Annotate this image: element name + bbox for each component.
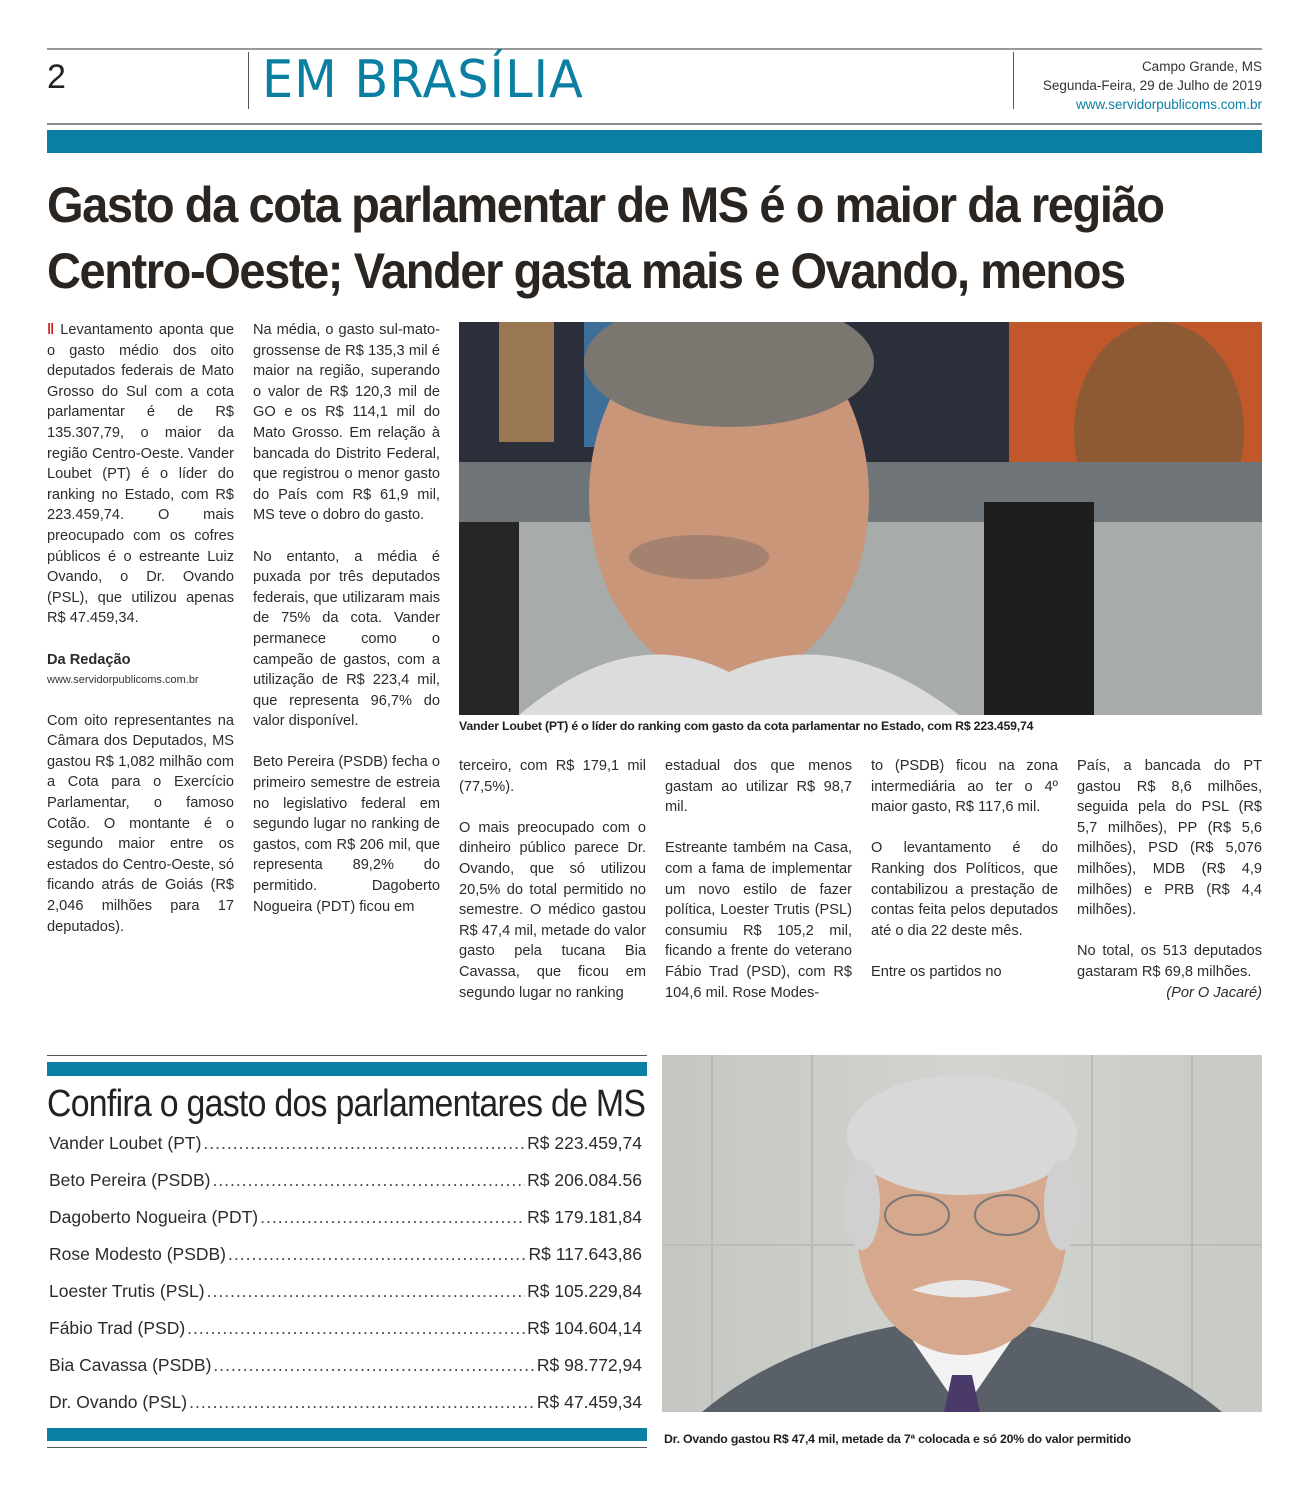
article-paragraph: Na média, o gasto sul-mato-grossense de R$ 135,3 mil é maior na região, superando o valor de R$ 120,3 mil de GO e os R$ 114,1 mil do Mato Grosso. Em relação à bancada do Distrito Federal, que registrou o menor gasto do País com R$ 61,9 mil, MS teve o dobro do gasto. (253, 322, 440, 524)
article-paragraph: Estreante também na Casa, com a fama de implementar um novo estilo de fazer política, Loester Trutis (PSL) consumiu R$ 105,2 mil, ficando a frente do veterano Fábio Trad (PSD), com R$ 104,6 mil. Rose Modes- (665, 840, 852, 1001)
deputy-spending: R$ 47.459,34 (536, 1392, 642, 1412)
masthead-divider (1013, 52, 1014, 109)
box-bottom-band (47, 1428, 647, 1441)
byline-name: Da Redação (47, 651, 131, 668)
photo-dr-ovando (662, 1055, 1262, 1412)
spending-box-title: Confira o gasto dos parlamentares de MS (47, 1083, 646, 1125)
masthead-divider (248, 52, 249, 109)
deputy-spending: R$ 98.772,94 (536, 1355, 642, 1375)
masthead-meta (1043, 57, 1262, 114)
deputy-spending: R$ 105.229,84 (527, 1281, 642, 1301)
photo-caption-dr-ovando: Dr. Ovando gastou R$ 47,4 mil, metade da 7ª colocada e só 20% do valor permitido (664, 1432, 1131, 1446)
masthead-color-band (47, 130, 1262, 153)
spending-list (49, 1133, 642, 1429)
article-paragraph: O levantamento é do Ranking dos Políticos, que contabilizou a prestação de contas feita pelos deputados até o dia 22 deste mês. (871, 840, 1058, 939)
byline-url[interactable]: www.servidorpublicoms.com.br (47, 674, 199, 687)
article-lead (47, 320, 234, 629)
article-column-4 (665, 756, 852, 1003)
dot-leader (207, 1281, 526, 1302)
photo-vander-loubet-illustration (459, 322, 1262, 715)
dot-leader (213, 1355, 534, 1376)
masthead-bottom-rule (47, 123, 1262, 125)
article-paragraph: Beto Pereira (PSDB) fecha o primeiro semestre de estreia no legislativo federal em segundo lugar no ranking de gastos, com R$ 206 mil, que representa 89,2% do permitido. Dagoberto Nogueira (PDT) ficou em (253, 754, 440, 915)
article-paragraph: estadual dos que menos gastam ao utilizar R$ 98,7 mil. (665, 758, 852, 816)
spending-row (49, 1207, 642, 1244)
dot-leader (203, 1133, 525, 1154)
article-lead-text: Levantamento aponta que o gasto médio dos oito deputados federais de Mato Grosso do Sul com a cota parlamentar é de R$ 135.307,79, o maior da região Centro-Oeste. Vander Loubet (PT) é o líder do ranking no Estado, com R$ 223.459,74. O mais preocupado com os cofres públicos é o estreante Luiz Ovando, o Dr. Ovando (PSL), que utilizou apenas R$ 47.459,34. (47, 322, 234, 627)
section-title: EM BRASÍLIA (262, 50, 584, 110)
deputy-spending: R$ 117.643,86 (528, 1244, 642, 1264)
deputy-name: Dagoberto Nogueira (PDT) (49, 1207, 259, 1227)
masthead-city: Campo Grande, MS (1141, 59, 1262, 74)
box-bottom-rule (47, 1447, 647, 1448)
deputy-spending: R$ 104.604,14 (527, 1318, 642, 1338)
spending-row (49, 1318, 642, 1355)
article-paragraph: Entre os partidos no (871, 963, 1002, 980)
article-paragraph: Com oito representantes na Câmara dos Deputados, MS gastou R$ 1,082 milhão com a Cota para o Exercício Parlamentar, o famoso Cotão. O montante é o segundo maior entre os estados do Centro-Oeste, só ficando atrás de Goiás (R$ 2,046 milhões para 17 deputados). (47, 712, 234, 935)
masthead-website-link[interactable]: www.servidorpublicoms.com.br (1075, 97, 1262, 112)
dot-leader (228, 1244, 526, 1265)
deputy-name: Vander Loubet (PT) (49, 1133, 202, 1153)
deputy-name: Loester Trutis (PSL) (49, 1281, 205, 1301)
article-column-5 (871, 756, 1058, 983)
photo-dr-ovando-illustration (662, 1055, 1262, 1412)
spending-row (49, 1392, 642, 1429)
spending-row (49, 1133, 642, 1170)
deputy-name: Rose Modesto (PSDB) (49, 1244, 227, 1264)
dot-leader (187, 1318, 525, 1339)
deputy-spending: R$ 206.084.56 (527, 1170, 642, 1190)
box-top-rule (47, 1055, 647, 1056)
article-headline: Gasto da cota parlamentar de MS é o maior da região Centro-Oeste; Vander gasta mais e Ovando, menos (47, 177, 1164, 299)
article-column-3 (459, 756, 646, 1003)
article-paragraph: No entanto, a média é puxada por três deputados federais, que utilizaram mais de 75% da cota. Vander permanece como o campeão de gastos, com a utilização de R$ 223,4 mil, que representa 96,7% do valor disponível. (253, 548, 440, 730)
article-column-2 (253, 320, 440, 917)
dot-leader (212, 1170, 525, 1191)
lead-marker: ‖ (47, 322, 55, 338)
spending-row (49, 1281, 642, 1318)
spending-row (49, 1355, 642, 1392)
deputy-name: Dr. Ovando (PSL) (49, 1392, 188, 1412)
dot-leader (189, 1392, 535, 1413)
article-column-6 (1077, 756, 1262, 1003)
article-paragraph: No total, os 513 deputados gastaram R$ 69,8 milhões. (1077, 943, 1262, 980)
spending-row (49, 1170, 642, 1207)
article-paragraph: País, a bancada do PT gastou R$ 8,6 milhões, seguida pela do PSL (R$ 5,7 milhões), PP (R$ 5,6 milhões), PSD (R$ 5,076 milhões), MDB (R$ 4,9 milhões) e PRB (R$ 4,4 milhões). (1077, 758, 1262, 919)
article-author: (Por O Jacaré) (1166, 984, 1262, 1001)
page-number: 2 (47, 58, 66, 96)
deputy-name: Bia Cavassa (PSDB) (49, 1355, 212, 1375)
deputy-name: Fábio Trad (PSD) (49, 1318, 186, 1338)
box-top-band (47, 1062, 647, 1076)
deputy-spending: R$ 223.459,74 (527, 1133, 642, 1153)
article-paragraph: O mais preocupado com o dinheiro público parece Dr. Ovando, que só utilizou 20,5% do total permitido no semestre. O médico gastou R$ 47,4 mil, metade do valor gasto pela tucana Bia Cavassa, que ficou em segundo lugar no ranking (459, 819, 646, 1001)
masthead-top-rule (47, 48, 1262, 50)
deputy-name: Beto Pereira (PSDB) (49, 1170, 211, 1190)
masthead-date: Segunda-Feira, 29 de Julho de 2019 (1042, 78, 1262, 93)
photo-vander-loubet (459, 322, 1262, 715)
article-paragraph: to (PSDB) ficou na zona intermediária ao ter o 4º maior gasto, R$ 117,6 mil. (871, 758, 1058, 816)
dot-leader (260, 1207, 525, 1228)
article-paragraph: terceiro, com R$ 179,1 mil (77,5%). (459, 758, 646, 795)
spending-row (49, 1244, 642, 1281)
photo-caption-vander-loubet: Vander Loubet (PT) é o líder do ranking com gasto da cota parlamentar no Estado, com R$ 223.459,74 (459, 719, 1034, 733)
article-column-1 (47, 320, 234, 937)
deputy-spending: R$ 179.181,84 (527, 1207, 642, 1227)
